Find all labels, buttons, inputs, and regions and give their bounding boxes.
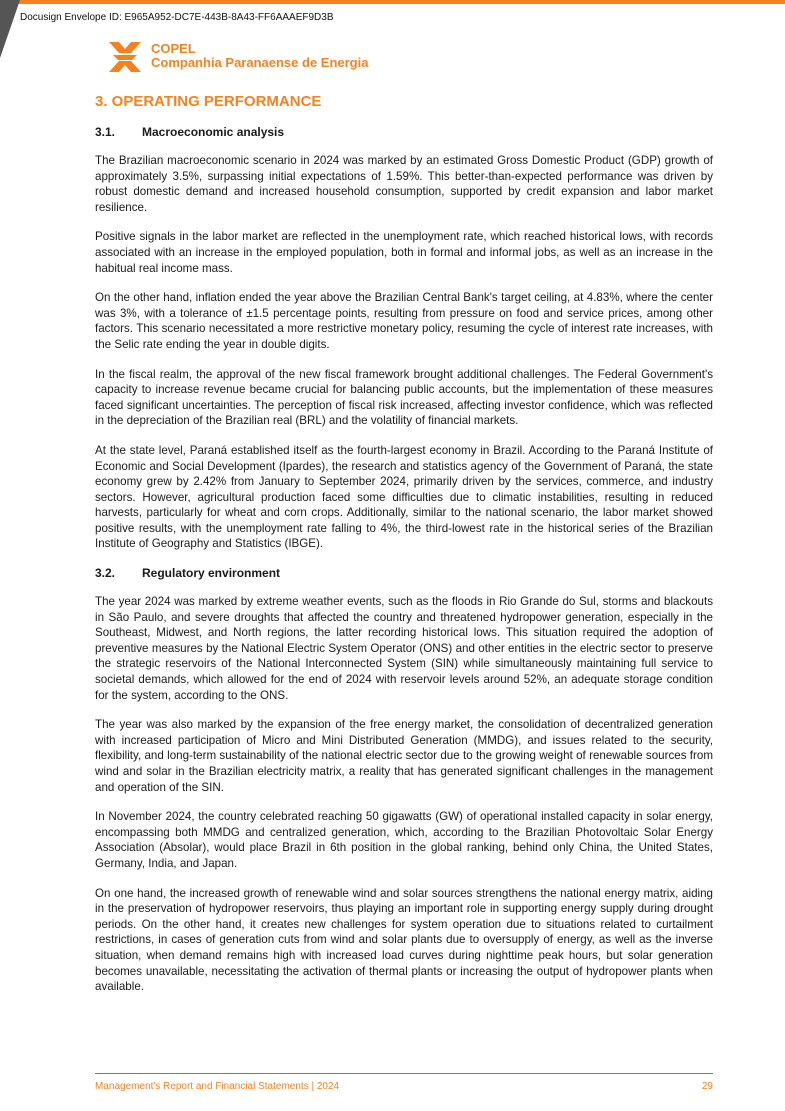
top-accent-bar	[0, 0, 785, 4]
section-title: 3. OPERATING PERFORMANCE	[95, 93, 322, 110]
paragraph: The year was also marked by the expansion of the free energy market, the consolidation of decentralized generation with increased participation of Micro and Mini Distributed Generation (MMDG), and issues related to the security, flexibility, and long-term sustainability of the national electric sector due to the growing weight of renewable sources from wind and solar in the Brazilian electricity matrix, a reality that has generated significant challenges in the management and operation of the SIN.	[95, 718, 713, 794]
paragraph: On one hand, the increased growth of renewable wind and solar sources strengthens the national energy matrix, aiding in the preservation of hydropower reservoirs, thus playing an important role in supporting energy supply during drought periods. On the other hand, it creates new challenges for system operation due to situations related to curtailment restrictions, in cases of generation cuts from wind and solar plants due to oversupply of energy, as well as the inverse situation, when demand remains high with increased load curves during nighttime peak hours, but solar generation becomes unavailable, necessitating the activation of thermal plants or increasing the output of hydropower plants when available.	[95, 886, 713, 994]
subsection-heading-regulatory	[95, 566, 713, 580]
logo-wordmark	[151, 42, 368, 70]
paragraph: The year 2024 was marked by extreme weather events, such as the floods in Rio Grande do Sul, storms and blackouts in São Paulo, and severe droughts that affected the country and threatened hydropower generation, especially in the Southeast, Midwest, and North regions, the latter recording historical lows. This situation required the adoption of preventive measures by the National Electric System Operator (ONS) and other entities in the electric sector to preserve the strategic reservoirs of the National Interconnected System (SIN) while simultaneously maintaining full service to societal demands, which allowed for the end of 2024 with reservoir levels around 52%, an adequate storage condition for the system, according to the ONS.	[95, 595, 713, 702]
footer-divider	[95, 1073, 713, 1074]
subsection-title: Macroeconomic analysis	[142, 125, 285, 139]
copel-logo-icon	[107, 40, 143, 74]
paragraph: On the other hand, inflation ended the year above the Brazilian Central Bank's target ceiling, at 4.83%, where the center was 3%, with a tolerance of ±1.5 percentage points, resulting from pressure on food and service prices, among other factors. This scenario necessitated a more restrictive monetary policy, resuming the cycle of interest rate increases, with the Selic rate ending the year in double digits.	[95, 291, 713, 351]
brand-full-name: Companhia Paranaense de Energia	[151, 55, 369, 70]
paragraph: At the state level, Paraná established itself as the fourth-largest economy in Brazil. According to the Paraná Institute of Economic and Social Development (Ipardes), the research and statistics agency of the Government of Paraná, the state economy grew by 2.42% from January to September 2024, primarily driven by the services, commerce, and industry sectors. However, agricultural production faced some difficulties due to climatic instabilities, resulting in reduced harvests, particularly for wheat and corn crops. Additionally, similar to the national scenario, the labor market showed positive results, with the unemployment rate falling to 4%, the third-lowest rate in the historical series of the Brazilian Institute of Geography and Statistics (IBGE).	[95, 443, 713, 551]
subsection-heading-macroeconomic	[95, 125, 713, 139]
docusign-envelope-id: Docusign Envelope ID: E965A952-DC7E-443B-8A43-FF6AAAEF9D3B	[20, 12, 334, 23]
subsection-number: 3.1.	[95, 125, 116, 139]
paragraph: In November 2024, the country celebrated reaching 50 gigawatts (GW) of operational installed capacity in solar energy, encompassing both MMDG and centralized generation, which, according to the Brazilian Photovoltaic Solar Energy Association (Absolar), would place Brazil in 6th position in the global ranking, behind only China, the United States, Germany, India, and Japan.	[95, 810, 713, 870]
paragraph: The Brazilian macroeconomic scenario in 2024 was marked by an estimated Gross Domestic Product (GDP) growth of approximately 3.5%, surpassing initial expectations of 1.59%. This better-than-expected performance was driven by robust domestic demand and increased household consumption, supported by credit expansion and labor market resilience.	[95, 154, 713, 214]
paragraph: In the fiscal realm, the approval of the new fiscal framework brought additional challenges. The Federal Government's capacity to increase revenue became crucial for balancing public accounts, but the implementation of these measures faced significant uncertainties. The perception of fiscal risk increased, affecting investor confidence, which was reflected in the depreciation of the Brazilian real (BRL) and the volatility of financial markets.	[95, 367, 713, 428]
page-number: 29	[701, 1081, 713, 1092]
page-content	[95, 92, 713, 995]
paragraph: Positive signals in the labor market are reflected in the unemployment rate, which reached historical lows, with records associated with an increase in the employed population, both in formal and informal jobs, as well as an increase in the habitual real income mass.	[95, 230, 713, 275]
subsection-title: Regulatory environment	[142, 566, 281, 581]
footer-report-title: Management's Report and Financial Statements | 2024	[95, 1081, 340, 1092]
subsection-number: 3.2.	[95, 566, 116, 581]
brand-name: COPEL	[151, 41, 196, 56]
corner-decoration	[0, 0, 22, 60]
